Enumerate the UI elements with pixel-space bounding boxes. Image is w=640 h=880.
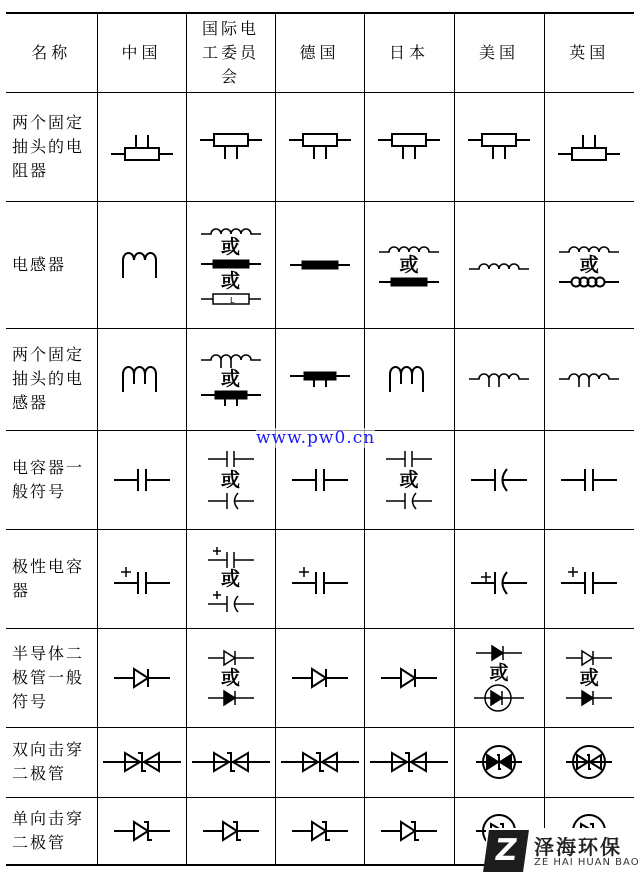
capacitor-symbol bbox=[382, 448, 436, 470]
symbol-cn-polar-capacitor bbox=[97, 529, 186, 628]
capacitor-symbol bbox=[557, 465, 621, 495]
symbol-cn-tapped-resistor bbox=[97, 92, 186, 201]
tapped-resistor-symbol-down bbox=[464, 127, 534, 167]
polar-capacitor-symbol bbox=[110, 563, 174, 595]
row-name: 半导体二极管一般符号 bbox=[6, 628, 97, 727]
header-uk: 英国 bbox=[544, 13, 634, 92]
table-row bbox=[6, 529, 634, 628]
diode-outline-symbol bbox=[562, 648, 616, 668]
symbol-de-bidirectional-breakdown-diode bbox=[275, 727, 364, 797]
tapped-inductor-bar-symbol bbox=[199, 389, 263, 407]
inductor-coil-symbol bbox=[467, 258, 531, 272]
diode-outline-symbol bbox=[288, 664, 352, 692]
diode-filled-symbol bbox=[472, 643, 526, 663]
diode-filled-symbol bbox=[204, 688, 258, 708]
symbol-jp-diode bbox=[364, 628, 454, 727]
symbol-iec-breakdown-diode bbox=[186, 797, 275, 865]
symbol-de-tapped-inductor bbox=[275, 328, 364, 430]
symbol-uk-capacitor bbox=[544, 430, 634, 529]
tapped-inductor-arch-symbol bbox=[384, 362, 434, 396]
bidirectional-breakdown-diode-symbol bbox=[279, 747, 361, 777]
symbol-cn-inductor bbox=[97, 201, 186, 328]
header-usa: 美国 bbox=[454, 13, 544, 92]
row-name: 单向击穿二极管 bbox=[6, 797, 97, 865]
inductor-arch-symbol bbox=[117, 248, 167, 282]
symbol-de-tapped-resistor bbox=[275, 92, 364, 201]
symbol-us-tapped-inductor bbox=[454, 328, 544, 430]
diode-outline-symbol bbox=[204, 648, 258, 668]
logo-mark-icon: Z bbox=[483, 830, 529, 872]
symbol-cn-capacitor bbox=[97, 430, 186, 529]
capacitor-symbol bbox=[204, 448, 258, 470]
symbol-jp-inductor bbox=[364, 201, 454, 328]
symbol-us-bidirectional-breakdown-diode bbox=[454, 727, 544, 797]
watermark-text: www.pw0.cn bbox=[256, 428, 376, 448]
row-name: 极性电容器 bbox=[6, 529, 97, 628]
polar-capacitor-symbol bbox=[557, 563, 621, 595]
or-label: 或 bbox=[220, 666, 240, 689]
polar-capacitor-symbol bbox=[288, 563, 352, 595]
inductor-coil-symbol bbox=[199, 223, 263, 237]
header-japan: 日本 bbox=[364, 13, 454, 92]
breakdown-diode-symbol bbox=[110, 817, 174, 845]
symbol-jp-bidirectional-breakdown-diode bbox=[364, 727, 454, 797]
symbol-iec-polar-capacitor bbox=[186, 529, 275, 628]
or-label: 或 bbox=[579, 253, 599, 276]
or-label: 或 bbox=[399, 253, 419, 276]
circled-bidirectional-diode-symbol bbox=[564, 742, 614, 782]
header-row bbox=[6, 13, 634, 92]
table-row bbox=[6, 328, 634, 430]
header-germany: 德国 bbox=[275, 13, 364, 92]
breakdown-diode-symbol bbox=[377, 817, 441, 845]
symbol-iec-diode bbox=[186, 628, 275, 727]
symbol-cn-bidirectional-breakdown-diode bbox=[97, 727, 186, 797]
inductor-filled-bar-symbol bbox=[288, 258, 352, 272]
header-name: 名称 bbox=[6, 13, 97, 92]
bidirectional-breakdown-diode-symbol bbox=[368, 747, 450, 777]
circled-bidirectional-diode-symbol bbox=[474, 742, 524, 782]
or-label: 或 bbox=[220, 567, 240, 590]
bidirectional-breakdown-diode-symbol bbox=[190, 747, 272, 777]
or-label: 或 bbox=[220, 468, 240, 491]
diode-outline-symbol bbox=[110, 664, 174, 692]
tapped-resistor-symbol-down bbox=[285, 127, 355, 167]
symbol-cn-diode bbox=[97, 628, 186, 727]
tapped-inductor-coil-symbol bbox=[557, 370, 621, 388]
row-name: 双向击穿二极管 bbox=[6, 727, 97, 797]
table-row bbox=[6, 727, 634, 797]
diode-circled-symbol bbox=[472, 683, 526, 713]
row-name: 电容器一般符号 bbox=[6, 430, 97, 529]
or-label: 或 bbox=[489, 661, 509, 684]
tapped-resistor-symbol-up bbox=[554, 127, 624, 167]
tapped-inductor-coil-symbol bbox=[467, 370, 531, 388]
curved-capacitor-symbol bbox=[382, 490, 436, 512]
symbol-cn-tapped-inductor bbox=[97, 328, 186, 430]
symbol-uk-bidirectional-breakdown-diode bbox=[544, 727, 634, 797]
diode-filled-symbol bbox=[562, 688, 616, 708]
symbol-us-inductor bbox=[454, 201, 544, 328]
diode-outline-symbol bbox=[377, 664, 441, 692]
symbol-iec-tapped-resistor bbox=[186, 92, 275, 201]
symbol-uk-polar-capacitor bbox=[544, 529, 634, 628]
symbol-jp-capacitor bbox=[364, 430, 454, 529]
symbol-uk-tapped-resistor bbox=[544, 92, 634, 201]
header-china: 中国 bbox=[97, 13, 186, 92]
tapped-inductor-bar-symbol bbox=[288, 370, 352, 388]
symbol-iec-bidirectional-breakdown-diode bbox=[186, 727, 275, 797]
symbol-uk-tapped-inductor bbox=[544, 328, 634, 430]
inductor-filled-bar-symbol bbox=[377, 275, 441, 289]
symbol-uk-inductor bbox=[544, 201, 634, 328]
row-name: 电感器 bbox=[6, 201, 97, 328]
logo-name-en: ZE HAI HUAN BAO bbox=[534, 857, 640, 868]
symbol-jp-tapped-inductor bbox=[364, 328, 454, 430]
table-row bbox=[6, 92, 634, 201]
breakdown-diode-symbol bbox=[199, 817, 263, 845]
inductor-core-coil-symbol bbox=[557, 275, 621, 289]
tapped-resistor-symbol-up bbox=[107, 127, 177, 167]
capacitor-symbol bbox=[288, 465, 352, 495]
polar-capacitor-symbol bbox=[204, 545, 258, 569]
symbol-jp-tapped-resistor bbox=[364, 92, 454, 201]
table-row bbox=[6, 628, 634, 727]
breakdown-diode-symbol bbox=[288, 817, 352, 845]
table-row bbox=[6, 201, 634, 328]
symbol-us-polar-capacitor bbox=[454, 529, 544, 628]
logo-name-cn: 泽海环保 bbox=[534, 835, 622, 859]
inductor-coil-symbol bbox=[377, 241, 441, 255]
symbol-iec-tapped-inductor bbox=[186, 328, 275, 430]
symbol-de-inductor bbox=[275, 201, 364, 328]
svg-text:L: L bbox=[229, 295, 234, 305]
symbol-us-capacitor bbox=[454, 430, 544, 529]
bidirectional-breakdown-diode-symbol bbox=[101, 747, 183, 777]
or-label: 或 bbox=[220, 235, 240, 258]
polar-curved-capacitor-symbol bbox=[204, 589, 258, 613]
symbol-iec-inductor bbox=[186, 201, 275, 328]
tapped-inductor-coil-symbol bbox=[199, 351, 263, 369]
symbol-jp-polar-capacitor-empty bbox=[364, 529, 454, 628]
symbol-de-breakdown-diode bbox=[275, 797, 364, 865]
curved-capacitor-symbol bbox=[467, 465, 531, 495]
or-label: 或 bbox=[220, 269, 240, 292]
tapped-inductor-arch-symbol bbox=[117, 362, 167, 396]
symbol-cn-breakdown-diode bbox=[97, 797, 186, 865]
inductor-filled-bar-symbol bbox=[199, 257, 263, 271]
tapped-resistor-symbol-down bbox=[196, 127, 266, 167]
polar-curved-capacitor-symbol bbox=[467, 563, 531, 595]
or-label: 或 bbox=[399, 468, 419, 491]
symbol-us-tapped-resistor bbox=[454, 92, 544, 201]
inductor-box-symbol bbox=[199, 291, 263, 307]
header-iec: 国际电工委员会 bbox=[186, 13, 275, 92]
row-name: 两个固定抽头的电感器 bbox=[6, 328, 97, 430]
inductor-coil-symbol bbox=[557, 241, 621, 255]
or-label: 或 bbox=[579, 666, 599, 689]
symbol-de-diode bbox=[275, 628, 364, 727]
symbol-uk-diode bbox=[544, 628, 634, 727]
symbol-jp-breakdown-diode bbox=[364, 797, 454, 865]
brand-logo bbox=[486, 828, 640, 876]
symbol-de-polar-capacitor bbox=[275, 529, 364, 628]
tapped-resistor-symbol-down bbox=[374, 127, 444, 167]
or-label: 或 bbox=[220, 368, 240, 390]
capacitor-symbol bbox=[110, 465, 174, 495]
row-name: 两个固定抽头的电阻器 bbox=[6, 92, 97, 201]
curved-capacitor-symbol bbox=[204, 490, 258, 512]
symbol-us-diode bbox=[454, 628, 544, 727]
